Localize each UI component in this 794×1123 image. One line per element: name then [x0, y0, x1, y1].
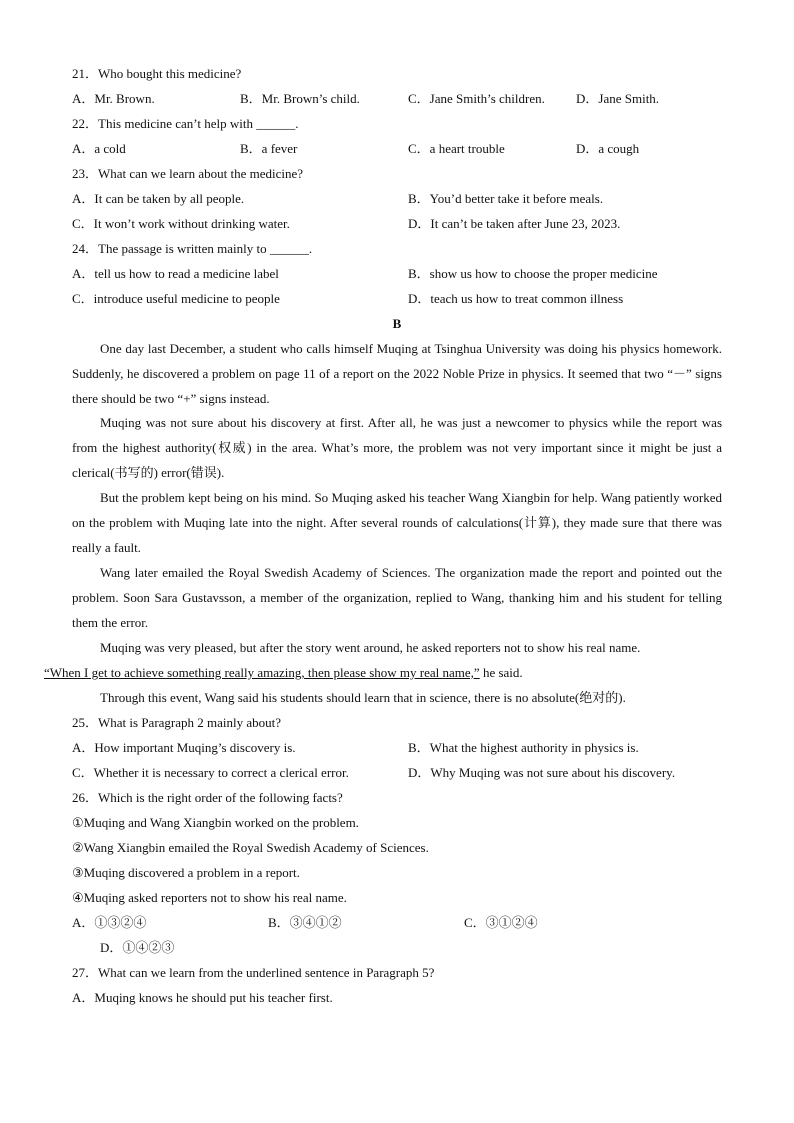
question-25-option-b: B．What the highest authority in physics is.: [408, 740, 639, 755]
question-23-option-d: D．It can’t be taken after June 23, 2023.: [408, 216, 621, 231]
question-24-option-b: B．show us how to choose the proper medicine: [408, 266, 658, 281]
question-26-stem: 26．Which is the right order of the following facts?: [72, 790, 343, 805]
question-25-option-c: C．Whether it is necessary to correct a clerical error.: [72, 765, 349, 780]
question-21-option-b: B．Mr. Brown’s child.: [240, 91, 360, 106]
section-heading: B: [392, 316, 402, 331]
fact-3: ③Muqing discovered a problem in a report.: [72, 865, 300, 880]
question-26-option-b: B．③④①②: [268, 915, 342, 930]
question-24-option-a: A．tell us how to read a medicine label: [72, 266, 279, 281]
question-26-option-a: A．①③②④: [72, 915, 147, 930]
fact-4: ④Muqing asked reporters not to show his real name.: [72, 890, 347, 905]
question-25-stem: 25．What is Paragraph 2 mainly about?: [72, 715, 282, 730]
question-23-option-b: B．You’d better take it before meals.: [408, 191, 604, 206]
passage-paragraph-3: But the problem kept being on his mind. So Muqing asked his teacher Wang Xiangbin for help. Wang patiently worked on the problem with Muqing late into the night. After several rounds of calculations(计算), they made sure that there was really a fault.: [72, 490, 722, 555]
passage-paragraph-4: Wang later emailed the Royal Swedish Academy of Sciences. The organization made the report and pointed out the problem. Soon Sara Gustavsson, a member of the organization, replied to Wang, thanking him and his student for telling them the error.: [72, 565, 722, 630]
paragraph-5-text: Muqing was very pleased, but after the story went around, he asked reporters not to show his real name.: [100, 640, 641, 655]
question-27-option-a: A．Muqing knows he should put his teacher first.: [72, 990, 333, 1005]
fact-2: ②Wang Xiangbin emailed the Royal Swedish Academy of Sciences.: [72, 840, 429, 855]
paragraph-5-tail: he said.: [479, 665, 523, 680]
question-21-stem: 21．Who bought this medicine?: [72, 66, 242, 81]
question-26-option-d: D．①④②③: [100, 940, 175, 955]
question-22-option-a: A．a cold: [72, 141, 126, 156]
fact-1: ①Muqing and Wang Xiangbin worked on the problem.: [72, 815, 359, 830]
passage-paragraph-2: Muqing was not sure about his discovery at first. After all, he was just a newcomer to physics while the report was from the highest authority(权威) in the area. What’s more, the problem was not very important since it might be just a clerical(书写的) error(错误).: [72, 415, 722, 480]
question-25-option-a: A．How important Muqing’s discovery is.: [72, 740, 296, 755]
passage-paragraph-5: [44, 635, 722, 685]
question-21-option-a: A．Mr. Brown.: [72, 91, 155, 106]
question-23-stem: 23．What can we learn about the medicine?: [72, 166, 304, 181]
question-25-option-d: D．Why Muqing was not sure about his discovery.: [408, 765, 676, 780]
question-23-option-a: A．It can be taken by all people.: [72, 191, 245, 206]
question-22-option-d: D．a cough: [576, 141, 640, 156]
question-22-stem: 22．This medicine can’t help with ______.: [72, 116, 299, 131]
question-22-option-c: C．a heart trouble: [408, 141, 505, 156]
question-26-option-c: C．③①②④: [464, 915, 538, 930]
question-23-option-c: C．It won’t work without drinking water.: [72, 216, 290, 231]
underlined-sentence: “When I get to achieve something really amazing, then please show my real name,”: [44, 665, 480, 680]
question-27-stem: 27．What can we learn from the underlined sentence in Paragraph 5?: [72, 965, 435, 980]
question-24-option-c: C．introduce useful medicine to people: [72, 291, 280, 306]
question-24-stem: 24．The passage is written mainly to ______.: [72, 241, 313, 256]
passage-paragraph-1: One day last December, a student who calls himself Muqing at Tsinghua University was doing his physics homework. Suddenly, he discovered a problem on page 11 of a report on the 2022 Noble Prize in physics. It seemed that two “－” signs there should be two “+” signs instead.: [72, 341, 722, 406]
passage-paragraph-6: Through this event, Wang said his students should learn that in science, there is no absolute(绝对的).: [100, 690, 626, 705]
question-24-option-d: D．teach us how to treat common illness: [408, 291, 624, 306]
question-21-option-d: D．Jane Smith.: [576, 91, 660, 106]
question-22-option-b: B．a fever: [240, 141, 298, 156]
question-21-option-c: C．Jane Smith’s children.: [408, 91, 545, 106]
